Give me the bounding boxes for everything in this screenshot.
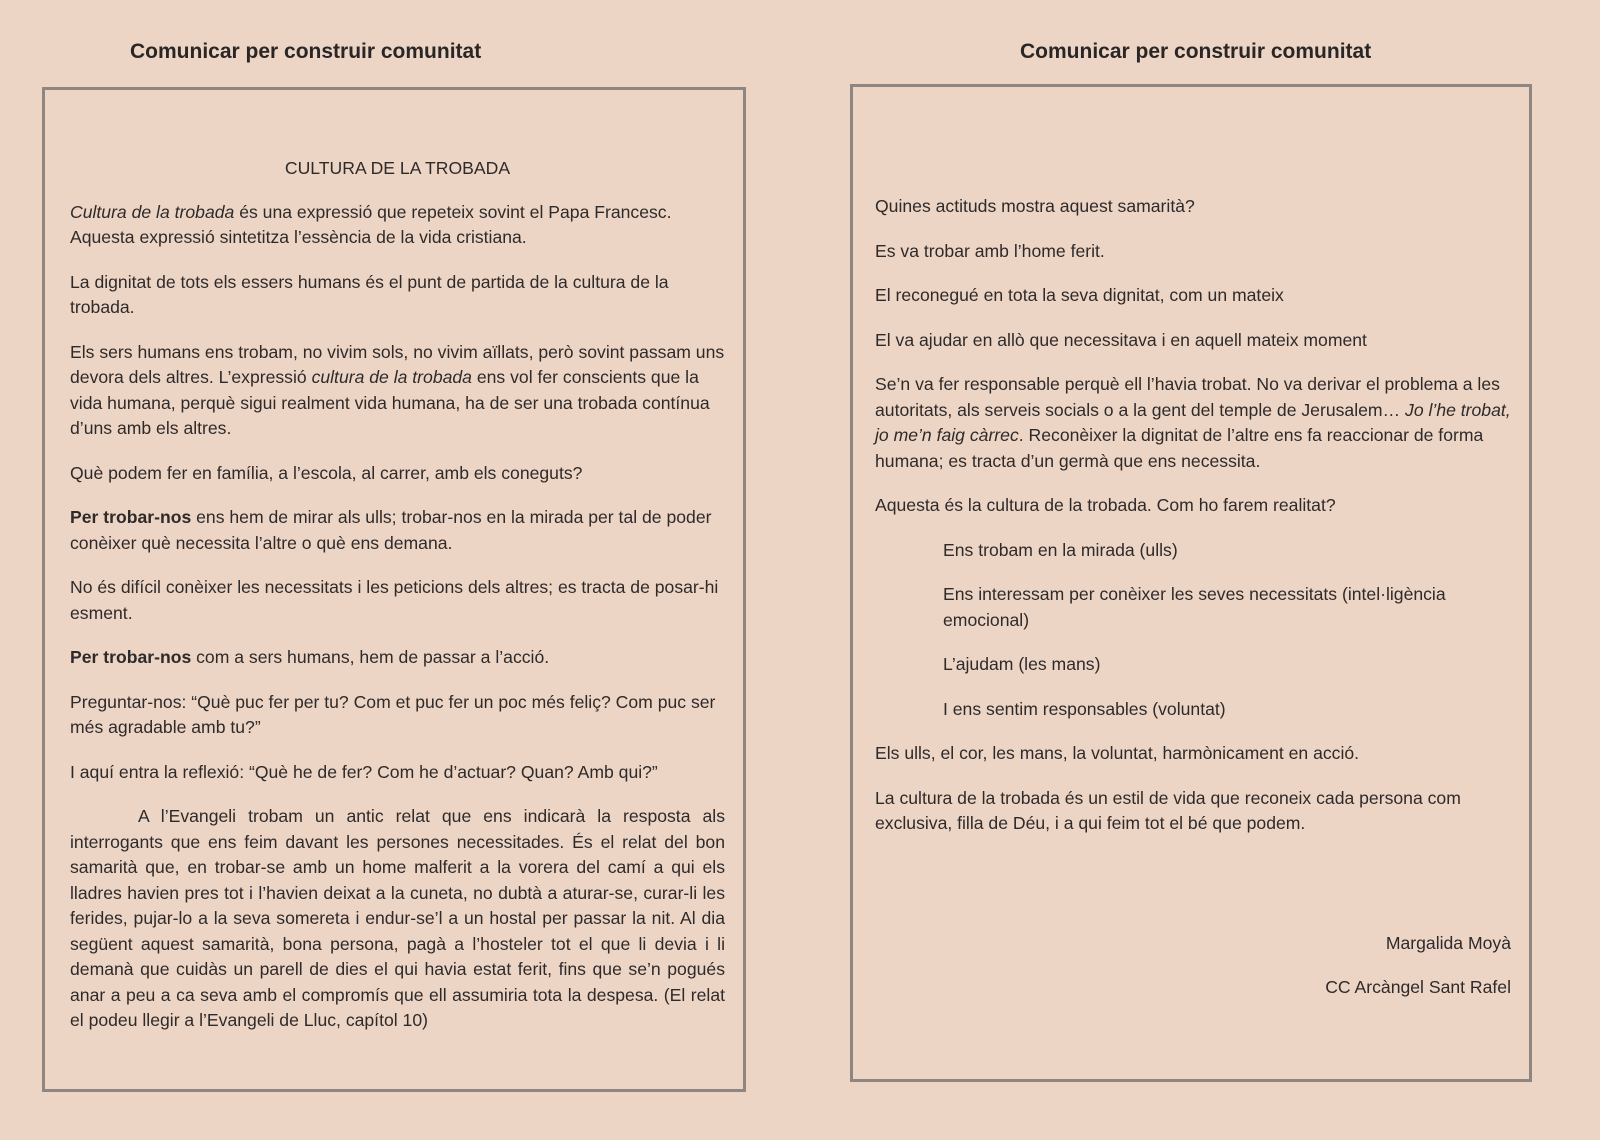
paragraph-4: Què podem fer en família, a l’escola, al carrer, amb els coneguts?: [70, 462, 583, 483]
article-title: CULTURA DE LA TROBADA: [284, 158, 511, 178]
question-1: Quines actituds mostra aquest samarità?: [875, 196, 1195, 216]
paragraph-6: No és difícil conèixer les necessitats i les peticions dels altres; es tracta de posar-hi esment.: [70, 577, 719, 623]
response-4-text-b: . Reconèixer la dignitat de l’altre ens fa reaccionar de forma humana; es tracta d’un germà que ens necessita.: [875, 425, 1484, 471]
response-4-emphasis: Jo l’he trobat, jo me’n faig càrrec: [875, 399, 1511, 445]
paragraph-5-bold: Per trobar-nos: [70, 507, 192, 527]
right-header: Comunicar per construir comunitat: [1020, 40, 1372, 63]
author-organization: CC Arcàngel Sant Rafel: [1325, 977, 1511, 997]
author-name: Margalida Moyà: [1385, 932, 1511, 953]
left-header: Comunicar per construir comunitat: [130, 40, 482, 63]
paragraph-1-text: és una expressió que repeteix sovint el Papa Francesc. Aquesta expressió sintetitza l’essència de la vida cristiana.: [70, 201, 672, 247]
paragraph-5-text: ens hem de mirar als ulls; trobar-nos en la mirada per tal de poder conèixer què necessita l’altre o què ens demana.: [70, 507, 712, 553]
paragraph-3-emphasis: cultura de la trobada: [311, 367, 472, 387]
response-1: Es va trobar amb l’home ferit.: [875, 240, 1105, 261]
paragraph-7-bold: Per trobar-nos: [70, 647, 192, 667]
paragraph-1-emphasis: Cultura de la trobada: [70, 201, 235, 222]
left-page: [0, 0, 790, 1140]
paragraph-5: [70, 505, 725, 556]
paragraph-10: A l’Evangeli trobam un antic relat que ens indicarà la resposta als interrogants que ens feim davant les persones necessitades. És el relat del bon samarità que, en trobar-se amb un home malferit a la vorera del camí a qui els lladres havien pres tot i l’havien deixat a la cuneta, no dubtà a aturar-se, curar-li les ferides, pujar-lo a la seva somereta i endur-se’l a un hostal per passar la nit. Al dia següent aquest samarità, bona persona, pagà a l’hosteler tot el que li devia i li demanà que cuidàs un parell de dies el qui havia estat ferit, fins que se’n pogués anar a peu a ca seva amb el compromís que ell assumiria tota la despesa. (El relat el podeu llegir a l’Evangeli de Lluc, capítol 10): [70, 806, 725, 1030]
list-item-3: L’ajudam (les mans): [943, 654, 1101, 674]
list-item-4: I ens sentim responsables (voluntat): [943, 698, 1226, 719]
paragraph-1: [70, 200, 725, 251]
response-3: El va ajudar en allò que necessitava i en aquell mateix moment: [875, 329, 1367, 350]
summary-1: Els ulls, el cor, les mans, la voluntat, harmònicament en acció.: [875, 743, 1360, 763]
response-4-text-a: Se’n va fer responsable perquè ell l’havia trobat. No va derivar el problema a les autoritats, als serveis socials o a la gent del temple de Jerusalem…: [875, 374, 1500, 420]
right-content: [875, 194, 1511, 1020]
paragraph-3-text-a: Els sers humans ens trobam, no vivim sols, no vivim aïllats, però sovint passam uns devora dels altres. L’expressió: [70, 341, 725, 387]
paragraph-7-text: com a sers humans, hem de passar a l’acció.: [191, 647, 550, 667]
list-item-2: Ens interessam per conèixer les seves necessitats (intel·ligència emocional): [943, 584, 1446, 630]
paragraph-3: [70, 340, 725, 442]
paragraph-9: I aquí entra la reflexió: “Què he de fer? Com he d’actuar? Quan? Amb qui?”: [70, 761, 658, 782]
paragraph-3-text-b: ens vol fer conscients que la vida humana, perquè sigui realment vida humana, ha de ser una trobada contínua d’uns amb els altres.: [70, 367, 710, 438]
left-content: [70, 156, 725, 1053]
paragraph-8: Preguntar-nos: “Què puc fer per tu? Com et puc fer un poc més feliç? Com puc ser més agradable amb tu?”: [70, 691, 716, 737]
response-4: [875, 372, 1511, 474]
right-page: [790, 0, 1600, 1140]
paragraph-7: [70, 645, 725, 671]
list-item-1: Ens trobam en la mirada (ulls): [943, 539, 1178, 560]
response-2: El reconegué en tota la seva dignitat, com un mateix: [875, 285, 1284, 305]
summary-2: La cultura de la trobada és un estil de vida que reconeix cada persona com exclusiva, filla de Déu, i a qui feim tot el bé que podem.: [875, 787, 1461, 833]
paragraph-2: La dignitat de tots els essers humans és el punt de partida de la cultura de la trobada.: [70, 271, 669, 317]
question-2: Aquesta és la cultura de la trobada. Com ho farem realitat?: [875, 495, 1336, 515]
